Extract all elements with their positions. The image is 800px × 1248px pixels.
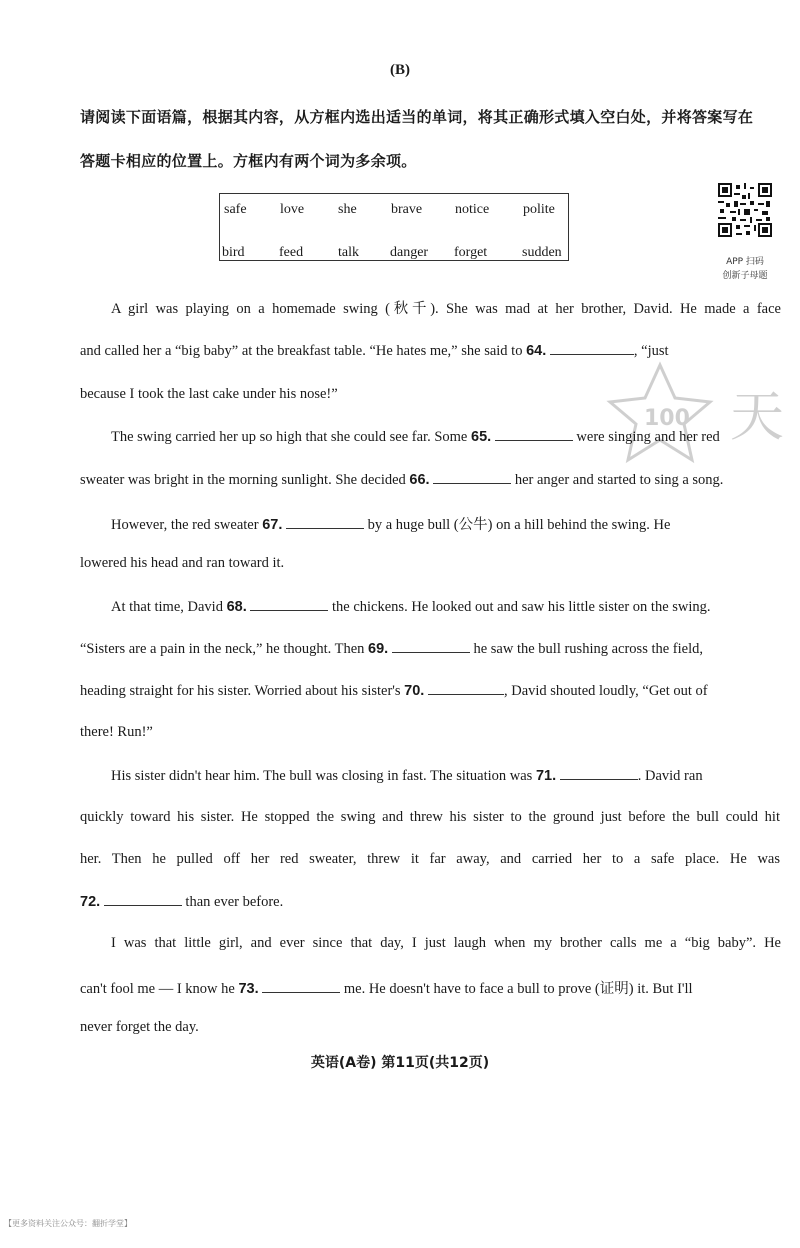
question-number-67: 67. — [262, 517, 283, 533]
passage-text: , “just — [633, 343, 669, 359]
question-number-64: 64. — [526, 343, 547, 359]
word-option: polite — [523, 202, 555, 217]
passage-line-2 — [80, 342, 780, 360]
answer-blank-69[interactable] — [392, 640, 470, 653]
passage-line-9 — [80, 640, 780, 658]
answer-blank-68[interactable] — [250, 598, 328, 611]
passage-text: sweater was bright in the morning sunlight. She decided — [80, 472, 406, 488]
passage-text: the chickens. He looked out and saw his little sister on the swing. — [332, 599, 711, 615]
instructions-line-1: 请阅读下面语篇，根据其内容，从方框内选出适当的单词，将其正确形式填入空白处，并将答案写在 — [80, 108, 754, 126]
passage-line-15 — [80, 893, 780, 911]
question-number-68: 68. — [226, 599, 247, 615]
qr-caption-1: APP 扫码 — [726, 257, 764, 267]
answer-blank-66[interactable] — [433, 471, 511, 484]
word-option: danger — [390, 245, 429, 260]
question-number-66: 66. — [409, 472, 430, 488]
question-number-71: 71. — [535, 768, 557, 784]
word-box — [219, 193, 569, 261]
passage-line-14: her. Then he pulled off her red sweater, threw it far away, and carried her to a safe place. He was — [80, 851, 780, 867]
word-option: notice — [455, 202, 490, 217]
passage-line-18: never forget the day. — [80, 1019, 199, 1035]
question-number-72: 72. — [80, 894, 101, 910]
question-number-65: 65. — [471, 429, 492, 445]
passage-line-7: lowered his head and ran toward it. — [80, 555, 285, 571]
passage-text: were singing and her red — [576, 429, 720, 445]
word-option: feed — [279, 245, 304, 260]
passage-line-1: A girl was playing on a homemade swing (秋千). She was mad at her brother, David. He made a face — [111, 301, 781, 317]
passage-line-4 — [111, 428, 781, 446]
passage-text: he saw the bull rushing across the field, — [473, 641, 703, 657]
passage-text: At that time, David — [111, 599, 223, 615]
passage-line-16: I was that little girl, and ever since that day, I just laugh when my brother calls me a “big baby”. He — [111, 935, 781, 951]
passage-line-17 — [80, 977, 780, 998]
section-label: (B) — [390, 62, 410, 78]
word-option: brave — [391, 202, 423, 217]
word-option: bird — [222, 245, 245, 260]
watermark-number: 100 — [644, 406, 690, 431]
passage-text: . David ran — [637, 768, 703, 784]
passage-text: by a huge bull (公牛) on a hill behind the swing. He — [367, 517, 671, 533]
passage-line-3: because I took the last cake under his nose!” — [80, 386, 338, 402]
question-number-70: 70. — [404, 683, 425, 699]
question-number-73: 73. — [238, 981, 259, 997]
passage-line-13: quickly toward his sister. He stopped the swing and threw his sister to the ground just before the bull could hit — [80, 809, 780, 825]
watermark-char: 天 — [730, 385, 784, 448]
answer-blank-67[interactable] — [286, 516, 364, 529]
passage-text: However, the red sweater — [111, 517, 259, 533]
word-box-row-1 — [220, 202, 568, 232]
passage-line-5 — [80, 471, 780, 489]
passage-text: me. He doesn't have to face a bull to prove (证明) it. But I'll — [343, 981, 693, 997]
passage-text: can't fool me — I know he — [80, 981, 235, 997]
passage-line-8 — [111, 598, 781, 616]
word-option: sudden — [522, 245, 562, 260]
answer-blank-72[interactable] — [104, 893, 182, 906]
passage-text: His sister didn't hear him. The bull was closing in fast. The situation was — [111, 768, 533, 784]
passage-text: heading straight for his sister. Worried about his sister's — [80, 683, 401, 699]
answer-blank-65[interactable] — [495, 428, 573, 441]
word-option: safe — [224, 202, 247, 217]
passage-text: , David shouted loudly, “Get out of — [503, 683, 708, 699]
question-number-69: 69. — [368, 641, 389, 657]
answer-blank-71[interactable] — [560, 767, 638, 780]
answer-blank-73[interactable] — [262, 980, 340, 993]
qr-code-icon[interactable] — [718, 183, 772, 237]
passage-text: than ever before. — [185, 894, 284, 910]
passage-text: The swing carried her up so high that she could see far. Some — [111, 429, 468, 445]
word-option: talk — [338, 245, 359, 260]
word-option: she — [338, 202, 357, 217]
passage-text: and called her a “big baby” at the breakfast table. “He hates me,” she said to — [80, 343, 523, 359]
passage-line-11: there! Run!” — [80, 724, 153, 740]
passage-line-6 — [111, 513, 781, 534]
bottom-note: 【更多资料关注公众号：翻折学堂】 — [4, 1219, 132, 1228]
passage-line-12 — [111, 767, 781, 785]
passage-text: her anger and started to sing a song. — [514, 472, 724, 488]
answer-blank-70[interactable] — [428, 682, 504, 695]
word-option: forget — [454, 245, 488, 260]
watermark-star-icon — [600, 360, 800, 470]
passage-text: “Sisters are a pain in the neck,” he thought. Then — [80, 641, 365, 657]
instructions-line-2: 答题卡相应的位置上。方框内有两个词为多余项。 — [80, 152, 417, 170]
page-footer: 英语(A卷) 第11页(共12页) — [310, 1055, 490, 1071]
qr-caption-2: 创新子母题 — [722, 271, 768, 281]
word-box-row-2 — [220, 245, 568, 275]
passage-line-10 — [80, 682, 780, 700]
answer-blank-64[interactable] — [550, 342, 634, 355]
word-option: love — [280, 202, 305, 217]
